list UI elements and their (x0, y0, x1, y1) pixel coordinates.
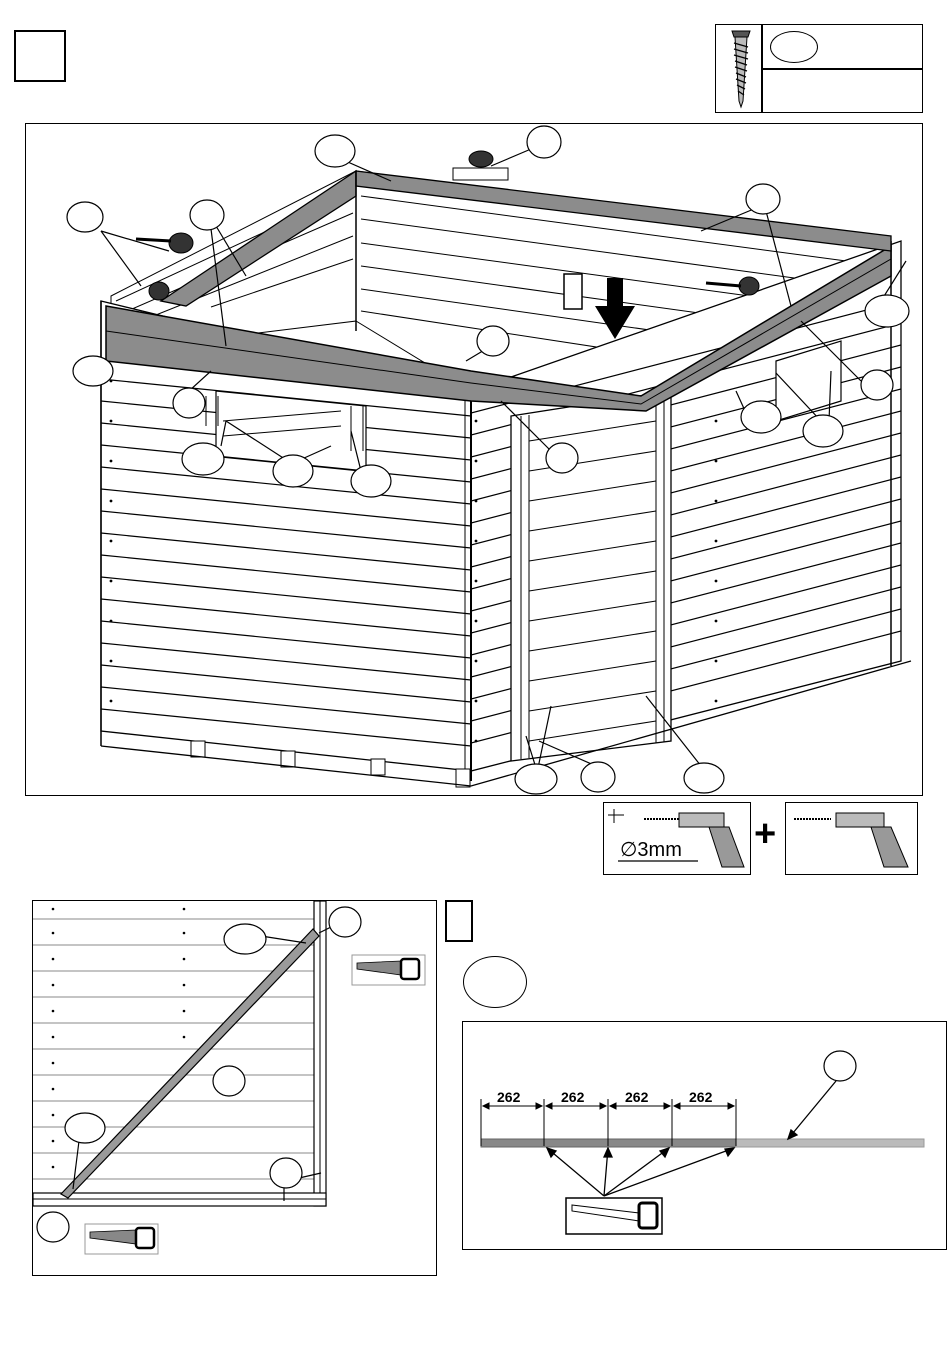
plus-sign: + (754, 813, 777, 855)
step-number-box (14, 30, 66, 82)
part-oval (463, 956, 527, 1008)
cut-segment-2: 262 (561, 1089, 585, 1105)
screw-quantity-oval (770, 31, 818, 63)
cut-segment-3: 262 (625, 1089, 649, 1105)
drill-box-pilot (603, 802, 751, 875)
saw-icon (566, 1198, 662, 1234)
saw-icon (85, 1224, 158, 1254)
corner-detail (32, 900, 437, 1276)
screw-legend (715, 24, 923, 113)
drill-box-screw (785, 802, 918, 875)
main-diagram (25, 123, 923, 796)
drill-icon (786, 803, 917, 874)
shed-illustration (26, 124, 922, 795)
substep-box (445, 900, 473, 942)
cut-detail (462, 1021, 947, 1250)
drill-diameter-label: ∅3mm (620, 839, 682, 861)
saw-icon (352, 955, 425, 985)
screw-icon (726, 27, 756, 109)
cut-segment-4: 262 (689, 1089, 713, 1105)
screw-legend-divider-h (762, 68, 922, 70)
cut-segment-1: 262 (497, 1089, 521, 1105)
